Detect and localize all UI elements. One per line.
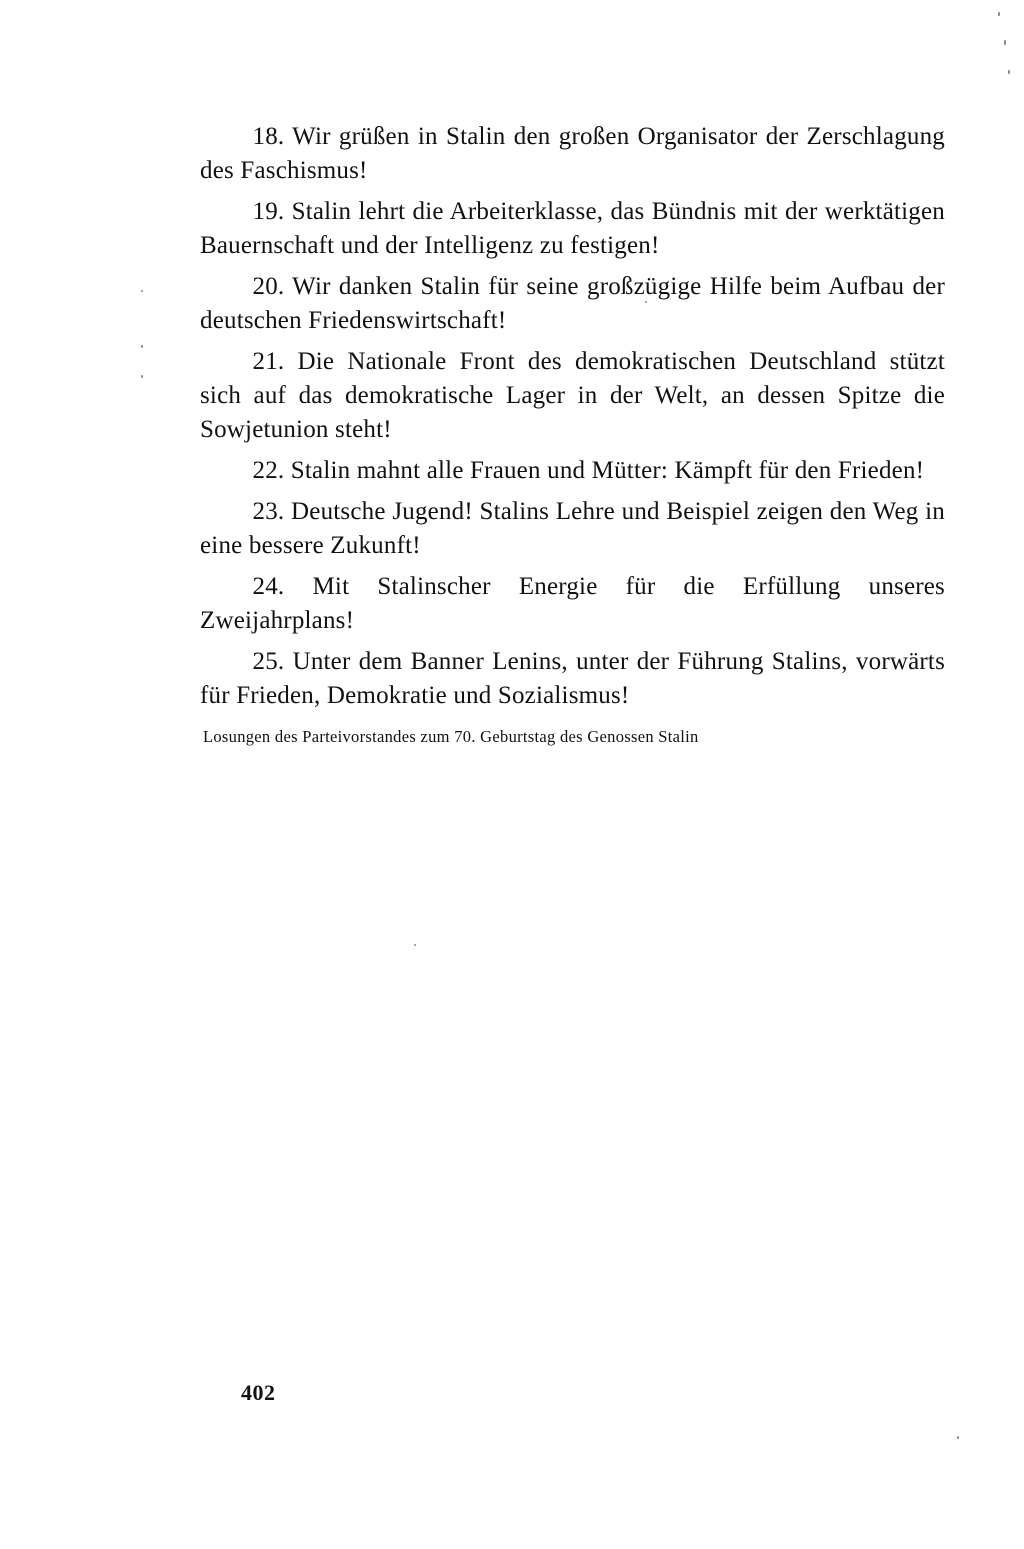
scan-speck bbox=[1004, 40, 1006, 45]
page-number: 402 bbox=[241, 1380, 276, 1405]
slogan-19: 19. Stalin lehrt die Arbeiterklasse, das Bündnis mit der werktätigen Bauernschaft und der Intelligenz zu festigen! bbox=[200, 198, 945, 259]
slogan-list bbox=[200, 120, 945, 720]
slogan-18: 18. Wir grüßen in Stalin den großen Organisator der Zerschlagung des Faschismus! bbox=[200, 123, 945, 184]
scan-speck bbox=[1008, 70, 1010, 74]
slogan-23: 23. Deutsche Jugend! Stalins Lehre und Beispiel zeigen den Weg in eine bessere Zukunft! bbox=[200, 498, 945, 559]
scan-speck bbox=[414, 944, 416, 946]
scan-speck bbox=[141, 375, 143, 378]
source-caption: Losungen des Parteivorstandes zum 70. Geburtstag des Genossen Stalin bbox=[203, 727, 699, 746]
slogan-25: 25. Unter dem Banner Lenins, unter der Führung Stalins, vorwärts für Frieden, Demokratie und Sozialismus! bbox=[200, 648, 945, 709]
slogan-22: 22. Stalin mahnt alle Frauen und Mütter: Kämpft für den Frieden! bbox=[252, 457, 925, 484]
slogan-21: 21. Die Nationale Front des demokratischen Deutschland stützt sich auf das demokratische Lager in der Welt, an dessen Spitze die Sowjetunion steht! bbox=[200, 348, 945, 443]
scan-speck bbox=[141, 345, 143, 348]
scan-speck bbox=[957, 1436, 959, 1439]
scan-speck bbox=[645, 301, 647, 303]
scan-speck bbox=[998, 12, 1000, 16]
slogan-20: 20. Wir danken Stalin für seine großzügige Hilfe beim Aufbau der deutschen Friedenswirtschaft! bbox=[200, 273, 945, 334]
slogan-24: 24. Mit Stalinscher Energie für die Erfüllung unseres Zweijahrplans! bbox=[200, 573, 945, 634]
scan-speck bbox=[141, 290, 143, 292]
